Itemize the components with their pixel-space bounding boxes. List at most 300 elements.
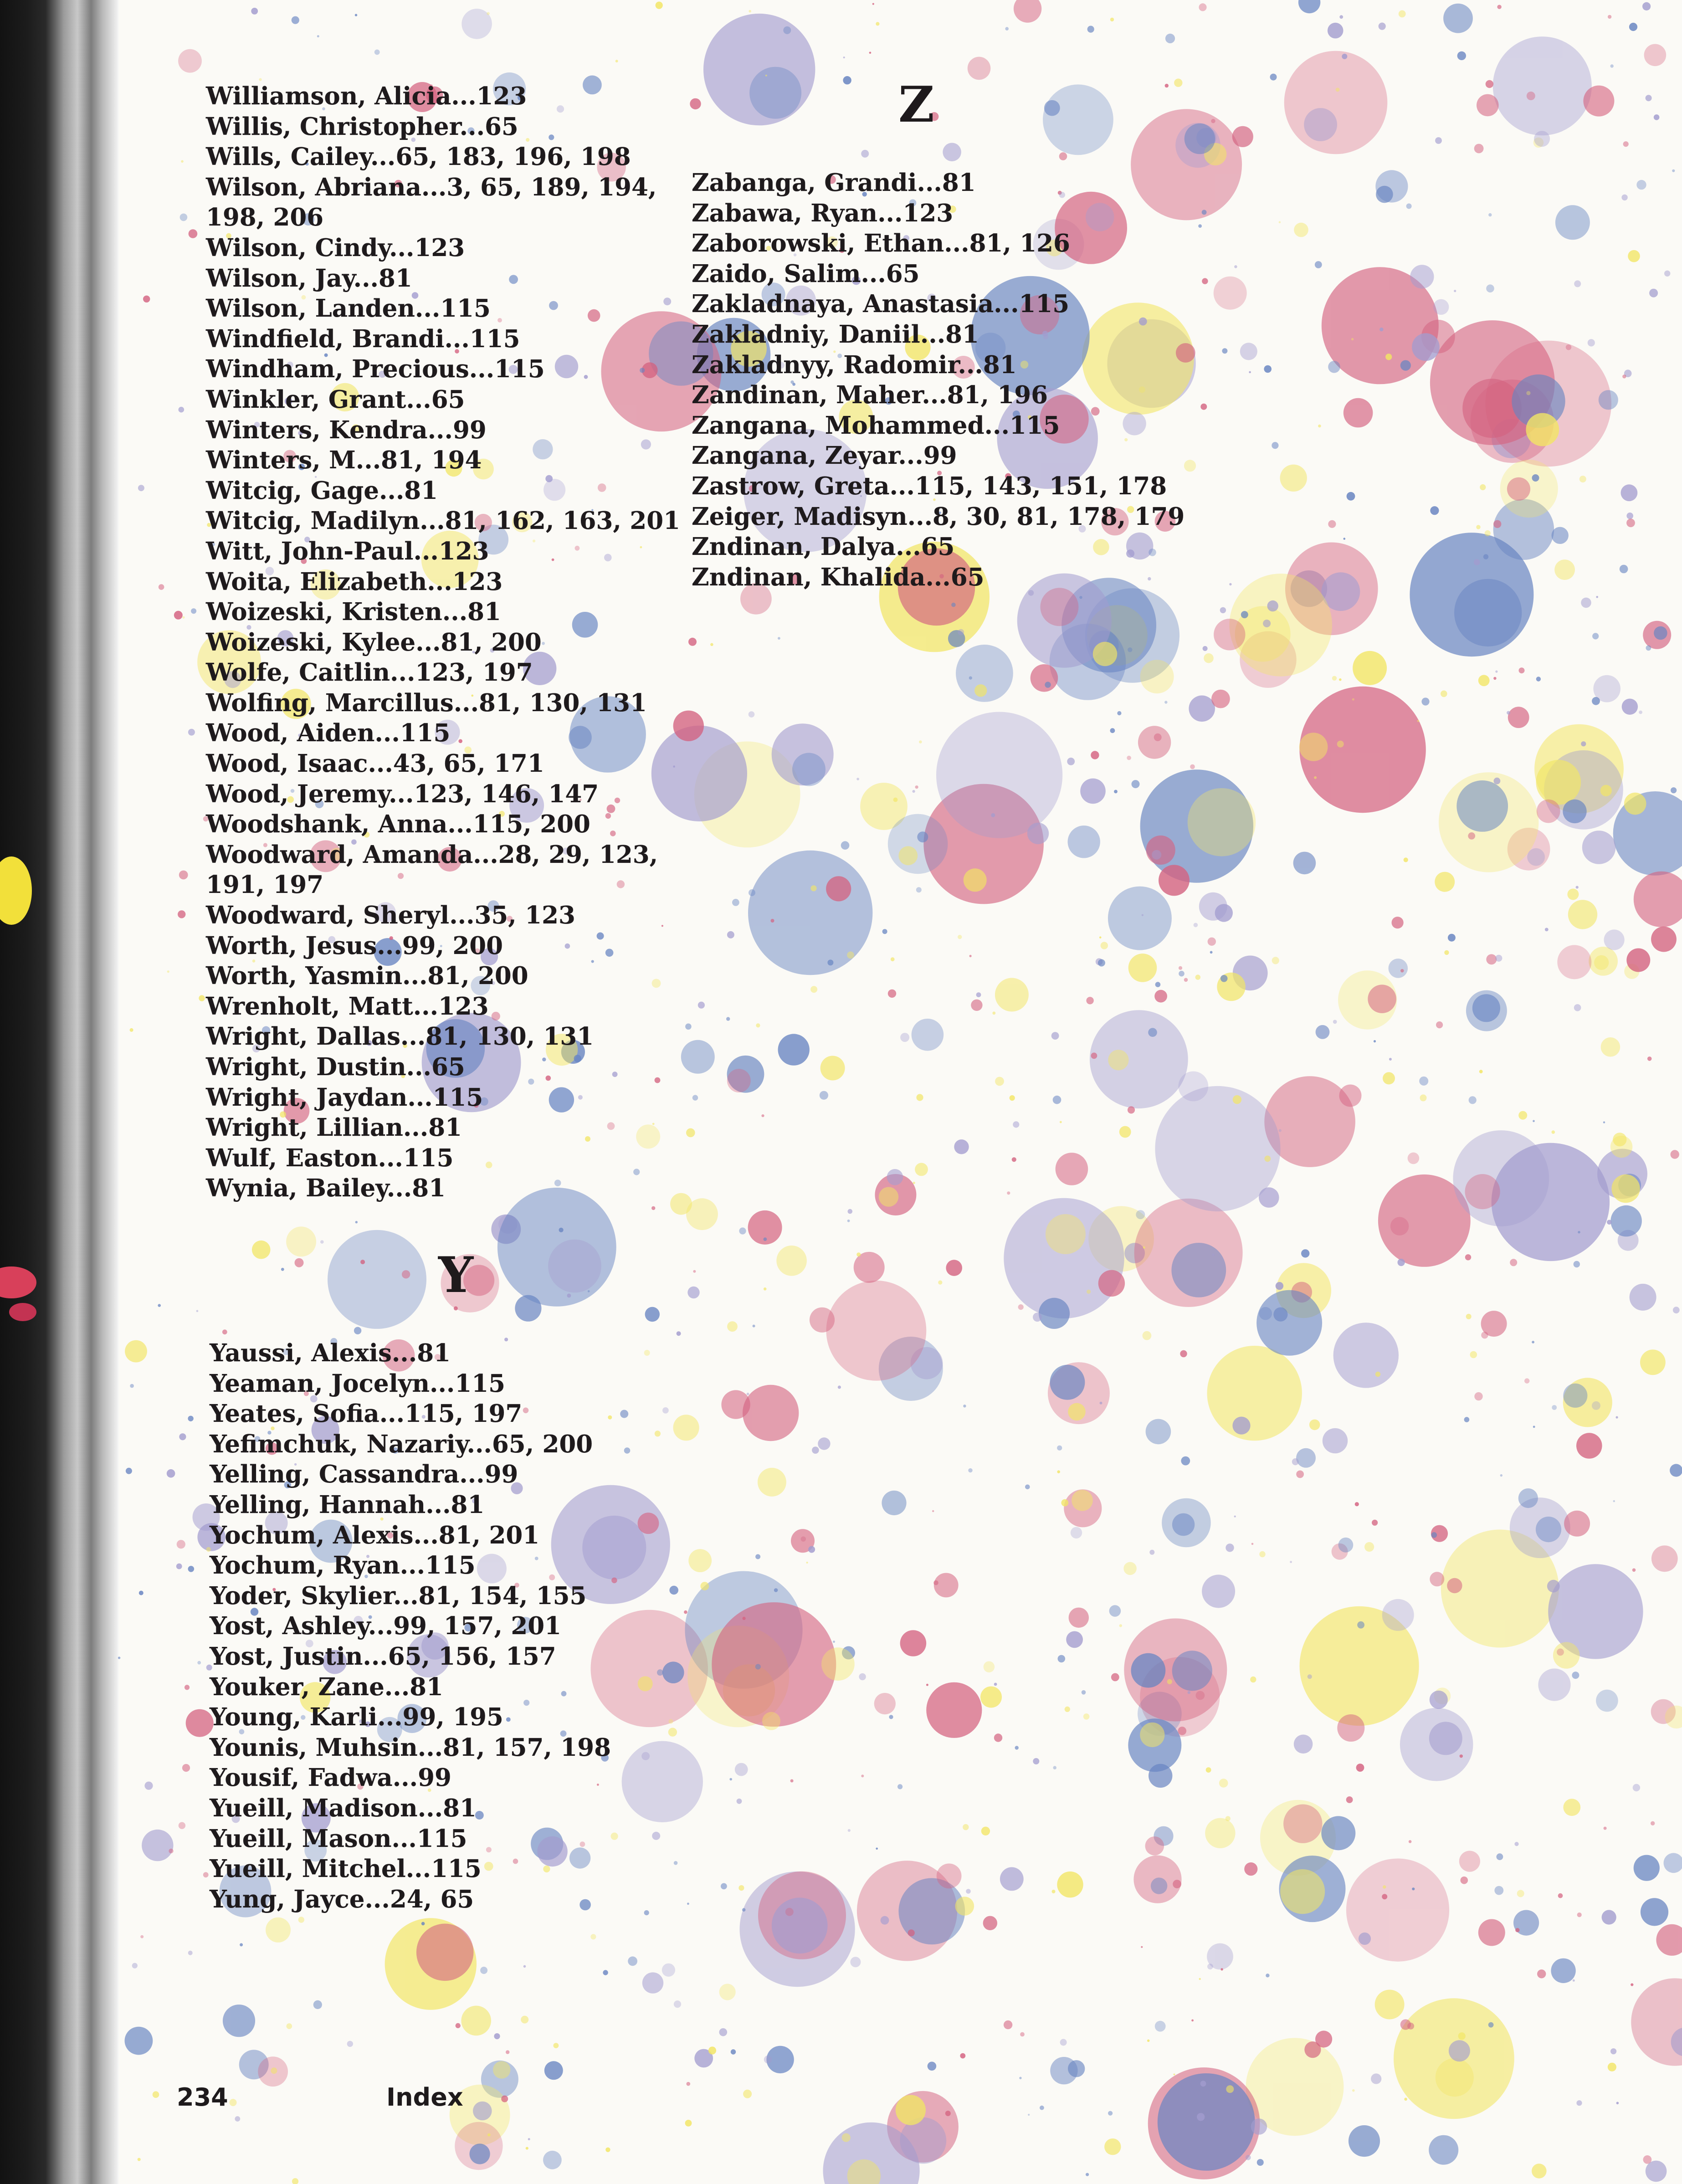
paint-splatter-dot — [1469, 1096, 1477, 1104]
paint-splatter-dot — [292, 16, 299, 24]
paint-splatter-dot — [605, 2148, 610, 2152]
paint-splatter-dot — [1220, 1968, 1223, 1970]
index-entry: Yost, Justin...65, 156, 157 — [210, 1642, 556, 1671]
paint-splatter-dot — [191, 608, 196, 614]
paint-splatter-dot — [1101, 942, 1108, 949]
paint-splatter-dot — [1532, 474, 1539, 482]
paint-splatter-dot — [1404, 857, 1408, 862]
paint-splatter-dot — [1578, 1231, 1580, 1234]
paint-splatter-dot — [859, 1673, 866, 1680]
paint-splatter-dot — [1460, 1754, 1463, 1758]
paint-splatter-dot — [692, 1095, 698, 1100]
paint-splatter-dot — [1315, 2030, 1332, 2047]
index-entry: Wulf, Easton...115 — [206, 1143, 454, 1172]
paint-splatter-dot — [1420, 1094, 1427, 1101]
paint-splatter-dot — [915, 785, 918, 789]
paint-splatter-dot — [1279, 221, 1281, 224]
paint-splatter-dot — [1553, 1642, 1579, 1668]
paint-splatter-dot — [826, 1281, 927, 1381]
index-entry: Zakladnyy, Radomir...81 — [692, 350, 1017, 379]
paint-splatter-dot — [1671, 787, 1677, 793]
paint-splatter-dot — [1098, 959, 1105, 967]
index-entry: Zndinan, Khalida...65 — [692, 563, 985, 591]
paint-splatter-dot — [1483, 554, 1488, 559]
index-entry: Woizeski, Kylee...81, 200 — [206, 628, 542, 656]
paint-splatter-dot — [1630, 1284, 1656, 1311]
paint-splatter-dot — [1051, 1032, 1059, 1040]
paint-splatter-dot — [1226, 1543, 1234, 1552]
index-entry: Yueill, Madison...81 — [210, 1794, 477, 1822]
paint-splatter-dot — [1472, 994, 1500, 1022]
paint-splatter-dot — [976, 992, 981, 997]
paint-splatter-dot — [1276, 1282, 1283, 1290]
paint-splatter-dot — [1454, 579, 1522, 646]
paint-splatter-dot — [749, 889, 755, 896]
section-heading-y: Y — [438, 1246, 474, 1304]
paint-splatter-dot — [1039, 1298, 1070, 1329]
paint-splatter-dot — [1172, 1513, 1195, 1536]
paint-splatter-dot — [1033, 1758, 1039, 1764]
paint-splatter-dot — [1640, 1349, 1666, 1375]
paint-splatter-dot — [1298, 0, 1320, 13]
paint-splatter-dot — [1429, 1722, 1462, 1755]
paint-splatter-dot — [964, 868, 987, 892]
paint-splatter-dot — [1379, 23, 1386, 30]
paint-splatter-dot — [287, 2023, 292, 2029]
paint-splatter-dot — [328, 1230, 426, 1329]
paint-splatter-dot — [1611, 1174, 1640, 1203]
paint-splatter-dot — [1178, 1071, 1208, 1102]
paint-splatter-dot — [1385, 354, 1392, 360]
paint-splatter-dot — [856, 1252, 861, 1256]
paint-splatter-dot — [1280, 465, 1307, 492]
paint-splatter-dot — [1646, 645, 1651, 651]
paint-splatter-dot — [1443, 4, 1473, 33]
paint-splatter-dot — [1647, 1056, 1652, 1061]
index-column-w — [206, 81, 680, 1204]
paint-splatter-dot — [727, 1321, 738, 1332]
paint-splatter-dot — [842, 2133, 851, 2142]
paint-splatter-dot — [1671, 1150, 1679, 1159]
paint-splatter-dot — [1453, 1130, 1549, 1226]
paint-splatter-dot — [1098, 1270, 1125, 1297]
paint-splatter-dot — [1123, 1562, 1137, 1575]
paint-splatter-dot — [1458, 2032, 1466, 2040]
paint-splatter-dot — [470, 2143, 490, 2164]
index-entry: Witt, John-Paul...123 — [206, 537, 489, 565]
paint-splatter-dot — [1059, 152, 1067, 160]
paint-splatter-dot — [188, 1951, 193, 1955]
paint-splatter-dot — [1172, 1651, 1212, 1691]
paint-splatter-dot — [742, 1908, 746, 1912]
paint-splatter-dot — [1294, 1735, 1313, 1754]
paint-splatter-dot — [726, 1017, 730, 1020]
paint-splatter-dot — [454, 1306, 458, 1310]
paint-splatter-dot — [1066, 1631, 1083, 1648]
index-entry: Zakladnaya, Anastasia...115 — [692, 290, 1070, 318]
paint-splatter-dot — [1545, 928, 1549, 932]
paint-splatter-dot — [1119, 1126, 1131, 1138]
paint-splatter-dot — [360, 1260, 365, 1264]
paint-splatter-dot — [1207, 1964, 1213, 1969]
paint-splatter-dot — [1448, 934, 1456, 942]
paint-splatter-dot — [1272, 957, 1279, 964]
paint-splatter-dot — [1646, 95, 1652, 101]
paint-splatter-dot — [1641, 1898, 1668, 1926]
paint-splatter-dot — [1608, 2063, 1616, 2071]
paint-splatter-dot — [762, 1712, 780, 1730]
paint-splatter-dot — [286, 1226, 316, 1256]
paint-splatter-dot — [1594, 955, 1609, 970]
paint-splatter-dot — [1050, 1365, 1085, 1400]
paint-splatter-dot — [1672, 169, 1675, 172]
paint-splatter-dot — [1643, 2155, 1652, 2164]
paint-splatter-dot — [1140, 1723, 1164, 1747]
paint-splatter-dot — [1664, 1853, 1682, 1873]
paint-splatter-dot — [167, 970, 169, 973]
paint-splatter-dot — [1148, 1028, 1157, 1037]
paint-splatter-dot — [1607, 1220, 1612, 1225]
paint-splatter-dot — [1398, 1259, 1405, 1266]
paint-splatter-dot — [1211, 690, 1230, 708]
paint-splatter-dot — [688, 1549, 712, 1572]
paint-splatter-dot — [1174, 79, 1182, 87]
index-entry: Winters, Kendra...99 — [206, 415, 487, 444]
paint-splatter-dot — [681, 1040, 715, 1074]
paint-splatter-dot — [774, 1588, 778, 1592]
paint-splatter-dot — [644, 1350, 650, 1356]
paint-splatter-dot — [1283, 1805, 1322, 1843]
paint-splatter-dot — [1072, 1490, 1093, 1511]
paint-splatter-dot — [1495, 671, 1497, 673]
paint-splatter-dot — [1308, 1674, 1312, 1679]
paint-splatter-dot — [1631, 1983, 1633, 1986]
index-entry: Worth, Yasmin...81, 200 — [206, 962, 528, 990]
paint-splatter-dot — [1200, 404, 1207, 410]
paint-splatter-dot — [1534, 131, 1550, 147]
paint-splatter-dot — [1087, 26, 1094, 33]
paint-splatter-dot — [841, 841, 850, 850]
paint-splatter-dot — [861, 150, 869, 158]
paint-splatter-dot — [1466, 1314, 1472, 1319]
paint-splatter-dot — [936, 712, 1062, 838]
paint-splatter-dot — [1344, 398, 1373, 428]
paint-splatter-dot — [611, 1578, 617, 1584]
paint-splatter-dot — [252, 1241, 271, 1259]
paint-splatter-dot — [240, 1943, 243, 1946]
paint-splatter-dot — [662, 1407, 669, 1414]
paint-splatter-dot — [1202, 1575, 1235, 1608]
paint-splatter-dot — [1328, 361, 1340, 373]
index-entry: Willis, Christopher...65 — [206, 112, 518, 141]
paint-splatter-dot — [1629, 23, 1637, 31]
paint-splatter-dot — [1507, 477, 1530, 501]
paint-splatter-dot — [235, 2116, 240, 2122]
index-entry: Zeiger, Madisyn...8, 30, 81, 178, 179 — [692, 502, 1185, 531]
paint-splatter-dot — [687, 1902, 689, 1905]
index-entry: Woodshank, Anna...115, 200 — [206, 810, 590, 839]
paint-splatter-dot — [861, 1774, 864, 1777]
paint-splatter-dot — [642, 1972, 663, 1993]
paint-splatter-dot — [1621, 484, 1638, 501]
paint-splatter-dot — [771, 919, 774, 923]
paint-splatter-dot — [1563, 800, 1586, 823]
paint-splatter-dot — [188, 1416, 193, 1421]
paint-splatter-dot — [1284, 51, 1388, 154]
paint-splatter-dot — [1631, 1978, 1682, 2066]
paint-splatter-dot — [1069, 1608, 1089, 1628]
paint-splatter-dot — [958, 629, 964, 636]
paint-splatter-dot — [1412, 1887, 1415, 1890]
paint-splatter-dot — [1461, 1876, 1468, 1884]
paint-splatter-dot — [1068, 825, 1100, 858]
paint-splatter-dot — [292, 2178, 298, 2184]
paint-splatter-dot — [1552, 527, 1569, 544]
paint-splatter-dot — [1136, 1210, 1145, 1219]
paint-splatter-dot — [1167, 1679, 1172, 1684]
paint-splatter-dot — [1551, 1958, 1575, 1983]
paint-splatter-dot — [652, 1832, 660, 1840]
paint-splatter-dot — [1382, 1894, 1387, 1899]
paint-splatter-dot — [1196, 1691, 1205, 1700]
paint-splatter-dot — [179, 407, 185, 413]
paint-splatter-dot — [994, 1733, 1002, 1742]
paint-splatter-dot — [737, 1799, 742, 1804]
paint-splatter-dot — [1028, 2114, 1030, 2116]
index-entry: Wilson, Landen...115 — [206, 294, 491, 323]
paint-splatter-dot — [926, 1682, 982, 1738]
paint-splatter-dot — [1004, 2020, 1012, 2029]
paint-splatter-dot — [963, 1824, 969, 1830]
paint-splatter-dot — [908, 1929, 915, 1936]
paint-splatter-dot — [1474, 559, 1480, 565]
paint-splatter-dot — [850, 1957, 861, 1967]
paint-splatter-dot — [1352, 698, 1354, 701]
paint-splatter-dot — [668, 1719, 673, 1724]
paint-splatter-dot — [917, 831, 928, 842]
paint-splatter-dot — [1000, 1867, 1024, 1891]
paint-splatter-dot — [928, 2062, 937, 2071]
index-entry: Zndinan, Dalya...65 — [692, 533, 955, 561]
paint-splatter-dot — [1210, 951, 1213, 954]
paint-splatter-dot — [317, 35, 319, 37]
index-entry: Yelling, Cassandra...99 — [210, 1460, 518, 1489]
paint-splatter-dot — [1127, 756, 1131, 760]
paint-splatter-dot — [1412, 333, 1440, 361]
paint-splatter-dot — [1481, 1332, 1488, 1338]
paint-splatter-dot — [126, 1468, 132, 1474]
paint-splatter-dot — [916, 887, 922, 892]
paint-splatter-dot — [1406, 204, 1412, 209]
paint-splatter-dot — [1045, 682, 1051, 687]
index-entry: Wright, Jaydan...115 — [206, 1083, 483, 1112]
paint-splatter-dot — [1155, 982, 1161, 987]
paint-splatter-dot — [169, 1849, 173, 1853]
paint-splatter-dot — [1557, 945, 1591, 979]
index-entry: Yung, Jayce...24, 65 — [210, 1885, 474, 1913]
paint-splatter-dot — [1339, 15, 1343, 19]
paint-splatter-dot — [687, 1287, 699, 1298]
paint-splatter-dot — [674, 1861, 678, 1865]
paint-splatter-dot — [1147, 2040, 1150, 2042]
index-entry: Worth, Jesus...99, 200 — [206, 931, 503, 960]
paint-splatter-dot — [1244, 1862, 1257, 1876]
paint-splatter-dot — [1646, 2161, 1667, 2182]
paint-splatter-dot — [416, 1924, 474, 1981]
paint-splatter-dot — [487, 12, 490, 15]
paint-splatter-dot — [1644, 44, 1667, 67]
paint-splatter-dot — [1374, 1040, 1376, 1042]
paint-splatter-dot — [1189, 696, 1215, 722]
paint-splatter-dot — [876, 22, 879, 26]
index-entry: Zakladniy, Daniil...81 — [692, 320, 979, 349]
index-entry: Zastrow, Greta...115, 143, 151, 178 — [692, 472, 1167, 500]
paint-splatter-dot — [1184, 978, 1188, 982]
paint-splatter-dot — [1270, 74, 1277, 81]
paint-splatter-dot — [913, 1182, 915, 1184]
paint-splatter-dot — [673, 1415, 699, 1441]
index-entry: 191, 197 — [206, 871, 324, 899]
paint-splatter-dot — [812, 1446, 819, 1454]
index-entry: Younis, Muhsin...81, 157, 198 — [210, 1733, 611, 1762]
paint-splatter-dot — [778, 1034, 810, 1065]
paint-splatter-dot — [1368, 984, 1396, 1013]
paint-splatter-dot — [1547, 1580, 1560, 1593]
paint-splatter-dot — [755, 1664, 761, 1670]
paint-splatter-dot — [943, 143, 961, 162]
paint-splatter-dot — [456, 2023, 461, 2028]
paint-splatter-dot — [1086, 2173, 1089, 2176]
paint-splatter-dot — [1337, 741, 1344, 748]
paint-splatter-dot — [1558, 1893, 1563, 1898]
paint-splatter-dot — [1518, 1488, 1538, 1508]
paint-splatter-dot — [1091, 1053, 1097, 1059]
paint-splatter-dot — [688, 638, 697, 646]
paint-splatter-dot — [1526, 391, 1530, 395]
paint-splatter-dot — [1145, 1836, 1164, 1856]
paint-splatter-dot — [1517, 1890, 1524, 1897]
paint-splatter-dot — [1206, 1767, 1211, 1773]
paint-splatter-dot — [712, 1602, 836, 1727]
paint-splatter-dot — [1441, 691, 1447, 697]
paint-splatter-dot — [1179, 971, 1185, 977]
index-entry: Wolfing, Marcillus...81, 130, 131 — [206, 688, 647, 717]
paint-splatter-dot — [1053, 1766, 1056, 1769]
paint-splatter-dot — [1044, 100, 1060, 116]
index-entry: 198, 206 — [206, 203, 324, 232]
paint-splatter-dot — [1257, 2159, 1264, 2166]
paint-splatter-dot — [1554, 559, 1575, 580]
index-entry: Wright, Lillian...81 — [206, 1113, 462, 1142]
paint-splatter-dot — [473, 2102, 492, 2121]
paint-splatter-dot — [656, 2, 663, 9]
paint-splatter-dot — [1651, 927, 1677, 952]
paint-splatter-dot — [1526, 413, 1559, 446]
paint-splatter-dot — [1111, 1673, 1119, 1682]
paint-splatter-dot — [1633, 1784, 1640, 1791]
paint-splatter-dot — [1431, 1532, 1437, 1538]
paint-splatter-dot — [1454, 290, 1456, 292]
paint-splatter-dot — [971, 1000, 982, 1011]
paint-splatter-dot — [1249, 371, 1251, 374]
paint-splatter-dot — [1190, 764, 1195, 769]
paint-splatter-dot — [1155, 2021, 1166, 2032]
paint-splatter-dot — [1574, 1261, 1580, 1267]
paint-splatter-dot — [1436, 2058, 1474, 2097]
paint-splatter-dot — [994, 1683, 997, 1686]
paint-splatter-dot — [937, 1864, 962, 1889]
paint-splatter-dot — [783, 26, 791, 34]
paint-splatter-dot — [810, 885, 816, 891]
index-entry: Yeates, Sofia...115, 197 — [210, 1400, 523, 1428]
paint-splatter-dot — [1649, 289, 1658, 297]
paint-splatter-dot — [176, 1564, 182, 1569]
paint-splatter-dot — [1181, 1456, 1190, 1466]
paint-splatter-dot — [1256, 1290, 1322, 1356]
paint-splatter-dot — [1527, 92, 1535, 100]
paint-splatter-dot — [1214, 277, 1247, 310]
paint-splatter-dot — [1478, 1919, 1505, 1946]
paint-splatter-dot — [1351, 338, 1354, 340]
index-entry: Wright, Dallas...81, 130, 131 — [206, 1022, 594, 1051]
paint-splatter-dot — [1025, 1485, 1030, 1490]
paint-splatter-dot — [700, 1582, 709, 1590]
paint-splatter-dot — [480, 1967, 487, 1974]
paint-splatter-dot — [1251, 2118, 1267, 2135]
paint-splatter-dot — [1510, 1259, 1517, 1266]
index-entry: Witcig, Madilyn...81, 162, 163, 201 — [206, 507, 680, 535]
paint-splatter-dot — [1639, 711, 1642, 714]
paint-splatter-dot — [655, 1430, 661, 1436]
paint-splatter-dot — [1592, 1401, 1600, 1410]
paint-splatter-dot — [1536, 760, 1581, 805]
index-entry: Zandinan, Maher...81, 196 — [692, 381, 1048, 410]
paint-splatter-dot — [1143, 1246, 1145, 1249]
paint-splatter-dot — [1435, 137, 1442, 144]
index-entry: Zangana, Mohammed...115 — [692, 411, 1060, 440]
paint-splatter-dot — [1364, 1542, 1374, 1552]
paint-splatter-dot — [1654, 114, 1660, 120]
paint-splatter-dot — [1264, 1156, 1271, 1162]
paint-splatter-dot — [1524, 1378, 1529, 1383]
paint-splatter-dot — [1429, 2135, 1458, 2165]
paint-splatter-dot — [963, 1405, 966, 1407]
paint-splatter-dot — [1149, 1550, 1154, 1555]
paint-splatter-dot — [1280, 1869, 1325, 1914]
paint-splatter-dot — [1250, 1676, 1256, 1682]
paint-splatter-dot — [960, 2053, 965, 2059]
paint-splatter-dot — [628, 1956, 637, 1966]
paint-splatter-dot — [1294, 223, 1308, 237]
index-entry: Wolfe, Caitlin...123, 197 — [206, 658, 533, 687]
paint-splatter-dot — [818, 1437, 830, 1450]
paint-splatter-dot — [900, 1630, 927, 1656]
paint-splatter-dot — [1621, 195, 1627, 200]
paint-splatter-dot — [1328, 520, 1336, 528]
paint-splatter-dot — [1488, 2022, 1494, 2028]
paint-splatter-dot — [1389, 959, 1408, 978]
paint-splatter-dot — [1333, 1020, 1337, 1024]
paint-splatter-dot — [1259, 1187, 1279, 1208]
paint-splatter-dot — [1220, 607, 1226, 613]
paint-splatter-dot — [913, 790, 915, 793]
paint-splatter-dot — [1318, 425, 1321, 428]
paint-splatter-dot — [1138, 726, 1171, 759]
index-entry: Wilson, Abriana...3, 65, 189, 194, — [206, 173, 657, 201]
paint-splatter-dot — [1337, 1714, 1364, 1742]
paint-splatter-dot — [1178, 1727, 1187, 1735]
paint-splatter-dot — [916, 1094, 923, 1101]
